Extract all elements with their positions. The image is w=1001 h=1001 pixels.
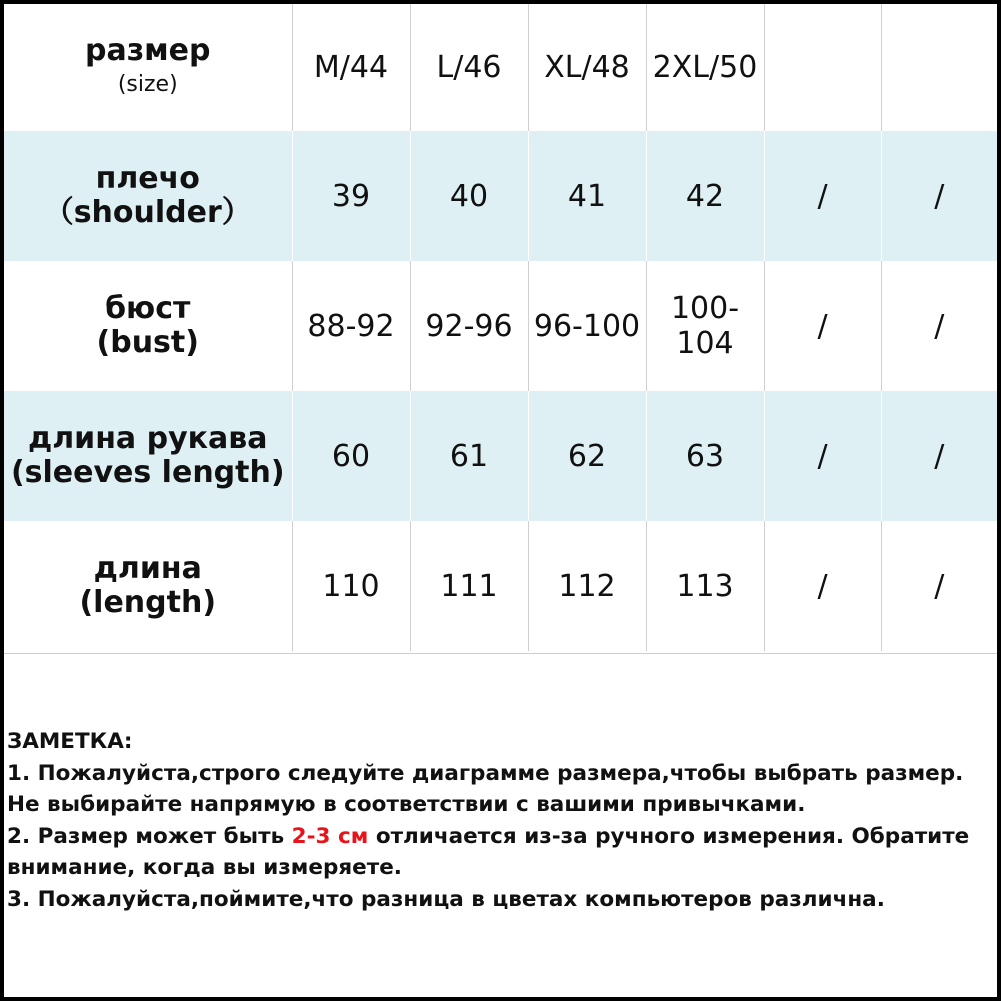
row-label-sub: (bust) <box>96 325 199 360</box>
value-cell: 41 <box>528 131 646 261</box>
header-row <box>4 4 997 131</box>
value-cell: 92-96 <box>410 261 528 391</box>
value-cell: 110 <box>292 521 410 651</box>
value-cell: / <box>764 261 881 391</box>
value-cell: / <box>881 521 997 651</box>
row-label-cell <box>4 521 292 651</box>
value-cell: 42 <box>646 131 764 261</box>
notes-title: ЗАМЕТКА: <box>7 729 133 754</box>
row-label: бюст <box>105 291 191 326</box>
value-cell: / <box>881 261 997 391</box>
row-label: длина <box>93 551 202 586</box>
notes-block <box>7 726 995 915</box>
size-header-cell: M/44 <box>292 4 410 131</box>
row-label: длина рукава <box>27 421 268 456</box>
value-cell: / <box>764 521 881 651</box>
table-row <box>4 131 997 261</box>
value-cell: 39 <box>292 131 410 261</box>
size-label-sub: (size) <box>117 71 178 97</box>
note-line: внимание, когда вы измеряете. <box>7 855 402 880</box>
size-header-cell: L/46 <box>410 4 528 131</box>
note-line: Не выбирайте напрямую в соответствии с вашими привычками. <box>7 792 806 817</box>
table-row <box>4 391 997 521</box>
note-text: отличается из-за ручного измерения. Обратите <box>368 823 970 849</box>
row-label-cell <box>4 391 292 521</box>
value-cell: 40 <box>410 131 528 261</box>
value-cell: 111 <box>410 521 528 651</box>
value-cell: 62 <box>528 391 646 521</box>
value-cell: / <box>764 131 881 261</box>
size-header-cell <box>881 4 997 131</box>
note-line: 3. Пожалуйста,поймите,что разница в цветах компьютеров различна. <box>7 886 885 912</box>
table-bottom-divider <box>4 653 997 654</box>
value-cell: 112 <box>528 521 646 651</box>
value-cell: / <box>881 391 997 521</box>
note-text: 2. Размер может быть <box>7 823 292 849</box>
size-header-cell <box>764 4 881 131</box>
row-label-cell <box>4 261 292 391</box>
row-label: плечо <box>95 161 200 196</box>
size-header-cell: 2XL/50 <box>646 4 764 131</box>
value-cell: 88-92 <box>292 261 410 391</box>
table-row <box>4 261 997 391</box>
table-row <box>4 521 997 651</box>
size-label: размер <box>85 32 211 68</box>
value-cell: / <box>881 131 997 261</box>
value-cell: 60 <box>292 391 410 521</box>
size-header-cell: XL/48 <box>528 4 646 131</box>
row-label-sub: (length) <box>79 585 217 620</box>
value-cell: 100-104 <box>646 261 764 391</box>
note-line <box>7 821 995 853</box>
value-cell: 61 <box>410 391 528 521</box>
note-highlight: 2-3 см <box>291 823 369 849</box>
value-cell: 96-100 <box>528 261 646 391</box>
size-chart-table <box>4 4 997 651</box>
note-line: 1. Пожалуйста,строго следуйте диаграмме размера,чтобы выбрать размер. <box>7 760 964 786</box>
row-label-cell <box>4 131 292 261</box>
value-cell: / <box>764 391 881 521</box>
value-cell: 63 <box>646 391 764 521</box>
value-cell: 113 <box>646 521 764 651</box>
row-label-sub: (sleeves length) <box>10 455 285 490</box>
row-label-sub: （shoulder） <box>43 195 252 230</box>
size-label-cell <box>4 4 292 131</box>
